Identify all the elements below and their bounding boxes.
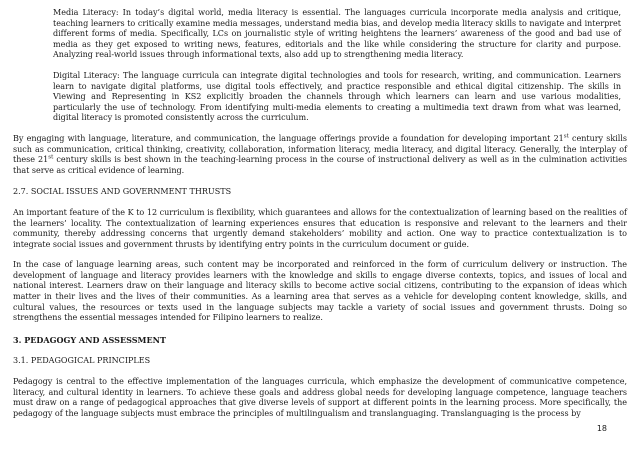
section-heading-2-7: 2.7. SOCIAL ISSUES AND GOVERNMENT THRUSTS [13, 187, 232, 197]
media-literacy-paragraph: Media Literacy: In today’s digital world, media literacy is essential. The languages curricula incorporate media analysis and critique, teaching learners to critically examine media messages, understand media bias, and develop media literacy skills to navigate and interpret different forms of media. Specifically, LCs on journalistic style of writing heightens the learners’ awareness of the good and bad use of media as they get exposed to writing news, features, editorials and the like while considering the structure for clarity and purpose. Analyzing real-world issues through informational texts, also add up to strengthening media literacy. [53, 8, 621, 60]
digital-literacy-paragraph: Digital Literacy: The language curricula can integrate digital technologies and tools for research, writing, and communication. Learners learn to navigate digital platforms, use digital tools effectively, and practice responsible and ethical digital citizenship. The skills in Viewing and Representing in KS2 explicitly broaden the channels through which learners can learn and use various modalities, particularly the use of technology. From identifying multi-media elements to creating a multimedia text drawn from what was learned, digital literacy is promoted consistently across the curriculum. [53, 70, 621, 123]
paragraph-text-part-1: By engaging with language, literature, and communication, the language offerings provide a foundation for developing important 21 [13, 133, 564, 143]
pedagogy-paragraph: Pedagogy is central to the effective implementation of the languages curricula, which emphasize the development of communicative competence, literacy, and cultural identity in learners. To achieve these goals and address global needs for developing language competence, language teachers must draw on a range of pedagogical approaches that give diverse levels of support at different points in the learning process. More specifically, the pedagogy of the language subjects must embrace the principles of multilingualism and translanguaging. Translanguaging is the process by [13, 377, 627, 418]
page-number: 18 [596, 424, 607, 433]
twenty-first-century-skills-paragraph [13, 134, 627, 176]
paragraph-text-part-3: century skills is best shown in the teaching-learning process in the course of instructional delivery as well as in the culmination activities that serve as critical evidence of learning. [13, 155, 627, 175]
flexibility-paragraph: An important feature of the K to 12 curriculum is flexibility, which guarantees and allows for the contextualization of learning based on the realities of the learners’ locality. The contextualization of learning experiences ensures that education is responsive and relevant to the learners and their community, thereby addressing concerns that urgently demand stakeholders’ mobility and action. One way to practice contextualization is to integrate social issues and government thrusts by identifying entry points in the curriculum document or guide. [13, 207, 627, 249]
language-learning-paragraph: In the case of language learning areas, such content may be incorporated and reinforced in the form of curriculum delivery or instruction. The development of language and literacy provides learners with the knowledge and skills to engage diverse contexts, topics, and issues of local and national interest. Learners draw on their language and literacy skills to become active social citizens, contributing to the expansion of ideas which matter in their lives and the lives of their communities. As a learning area that serves as a vehicle for developing content knowledge, skills, and cultural values, the resources or texts used in the language subjects may tackle a variety of social issues and government thrusts. Doing so strengthens the essential messages intended for Filipino learners to realize. [13, 260, 627, 323]
section-heading-3: 3. PEDAGOGY AND ASSESSMENT [13, 334, 166, 345]
ordinal-suffix: st [563, 133, 569, 140]
ordinal-suffix: st [48, 154, 54, 161]
section-heading-3-1: 3.1. PEDAGOGICAL PRINCIPLES [13, 356, 151, 366]
paragraph-text-part-2: century skills such as communication, critical thinking, creativity, collaboration, information literacy, media literacy, and digital literacy. Generally, the interplay of these 21 [13, 133, 627, 165]
